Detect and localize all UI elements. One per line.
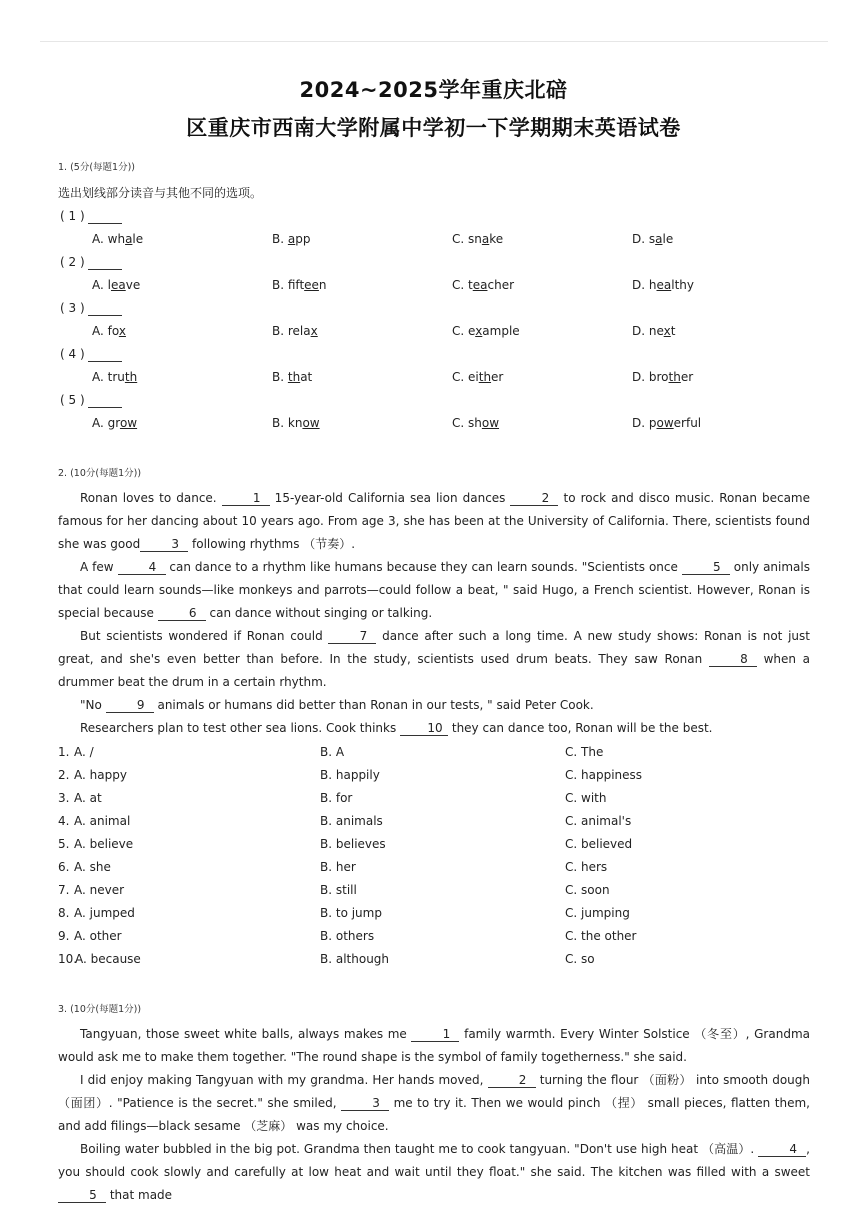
option-c[interactable]: C. jumping [565,906,630,920]
answer-blank[interactable]: 10 [400,722,448,736]
option-row-number: 9. [58,929,70,943]
option[interactable] [452,370,503,384]
option-text: sh [468,416,482,430]
option-text: ne [648,324,664,338]
option-b[interactable]: B. A [320,745,345,759]
option-a[interactable]: A. / [74,745,94,759]
answer-blank[interactable]: 1 [222,492,270,506]
option-c[interactable]: C. soon [565,883,610,897]
underlined-letters: ee [304,278,319,292]
answer-blank[interactable]: 7 [328,630,376,644]
option-text: gr [107,416,120,430]
option-text: t [670,324,676,338]
option-text: er [680,370,694,384]
answer-blank[interactable] [88,302,122,316]
passage-paragraph: A few 4 can dance to a rhythm like humans because they can learn sounds. "Scientists once 5 only animals that could learn sounds—like monkeys and parrots—could follow a beat, " said Hugo, a French scientist. However, Ronan is special because 6 can dance without singing or talking. [58,560,810,620]
question-number: ( 1 ) [60,209,122,224]
option-text: sn [468,232,482,246]
option-row-number: 1. [58,745,70,759]
option-b[interactable]: B. for [320,791,353,805]
option-letter: A. [92,278,108,292]
underlined-letters: a [481,232,490,246]
option-c[interactable]: C. the other [565,929,637,943]
option-a[interactable]: A. jumped [74,906,135,920]
option-a[interactable]: A. never [74,883,125,897]
option[interactable] [452,278,514,292]
underlined-letters: ow [656,416,674,430]
option-a[interactable]: A. at [74,791,102,805]
option[interactable] [272,232,310,246]
question-3-header: 3. (10分(每题1分)) [58,1004,142,1015]
option-row-number: 10. [58,952,78,966]
underlined-letters: th [124,370,138,384]
option-text: wh [107,232,126,246]
option-a[interactable]: A. believe [74,837,134,851]
option-b[interactable]: B. happily [320,768,380,782]
option-letter: D. [632,278,649,292]
passage-paragraph: Boiling water bubbled in the big pot. Grandma then taught me to cook tangyuan. "Don't use high heat （高温）. 4 , you should cook slowly and carefully at low heat and wait until they float." she said. The kitchen was filled with a sweet 5 that made [58,1142,810,1202]
option-text: bro [648,370,669,384]
option-b[interactable]: B. although [320,952,390,966]
answer-blank[interactable]: 4 [118,561,166,575]
passage-paragraph: But scientists wondered if Ronan could 7 dance after such a long time. A new study shows: Ronan is not just great, and she's even better than before. In the study, scientists used drum beats. They saw Ronan 8 when a drummer beat the drum in a certain rhythm. [58,629,811,689]
passage-paragraph: Ronan loves to dance. 1 15-year-old California sea lion dances 2 to rock and disco music. Ronan became famous for her dancing about 10 years ago. From age 3, she has been at the University of California. There, scientists found she was good 3 following rhythms （节奏）. [58,491,811,551]
option-text: ve [125,278,141,292]
option-letter: D. [632,370,649,384]
option-row-number: 4. [58,814,70,828]
option-row-number: 3. [58,791,70,805]
answer-blank[interactable] [88,394,122,408]
option[interactable] [632,278,694,292]
option-text: le [662,232,674,246]
option[interactable] [272,278,327,292]
answer-blank[interactable]: 8 [709,653,757,667]
option-c[interactable]: C. animal's [565,814,632,828]
option-c[interactable]: C. believed [565,837,633,851]
option-text: rela [287,324,311,338]
underlined-letters: a [125,232,133,246]
option-row-number: 5. [58,837,70,851]
option-letter: A. [92,324,108,338]
underlined-letters: x [118,324,126,338]
top-divider [40,41,828,42]
underlined-letters: ow [302,416,320,430]
question-3-passage [58,1023,810,1207]
option[interactable] [632,232,673,246]
option-c[interactable]: C. The [565,745,604,759]
option-b[interactable]: B. her [320,860,356,874]
underlined-letters: x [475,324,483,338]
answer-blank[interactable]: 4 [758,1143,806,1157]
option-letter: C. [452,232,469,246]
page-title-line-2: 区重庆市西南大学附属中学初一下学期期末英语试卷 [186,116,681,140]
option[interactable] [632,370,693,384]
option-text: p [648,416,657,430]
option-row-number: 7. [58,883,70,897]
option-letter: D. [632,416,649,430]
answer-blank[interactable]: 5 [58,1189,106,1203]
option-text: at [300,370,313,384]
underlined-letters: th [478,370,492,384]
option[interactable] [92,232,143,246]
underlined-letters: a [655,232,663,246]
option-letter: B. [272,416,288,430]
option-c[interactable]: C. so [565,952,595,966]
option-text: e [468,324,476,338]
option-b[interactable]: B. others [320,929,375,943]
option-row-number: 6. [58,860,70,874]
option-text: tru [107,370,125,384]
underlined-letters: a [287,232,296,246]
option-a[interactable]: A. she [74,860,111,874]
option-text: kn [287,416,303,430]
passage-paragraph: Tangyuan, those sweet white balls, always makes me 1 family warmth. Every Winter Solstice （冬至）, Grandma would ask me to make them together. "The round shape is the symbol of family togetherness." she said. [58,1027,810,1064]
option-text: cher [487,278,515,292]
option-text: erful [673,416,702,430]
option[interactable] [272,324,318,338]
option-letter: A. [92,232,108,246]
option-b[interactable]: B. still [320,883,357,897]
option[interactable] [92,416,137,430]
option-b[interactable]: B. believes [320,837,386,851]
option[interactable] [272,370,312,384]
page-title-line-1: 2024~2025学年重庆北碚 [299,78,568,102]
option[interactable] [452,416,499,430]
underlined-letters: ea [110,278,126,292]
option-letter: D. [632,232,649,246]
question-number: ( 4 ) [60,347,122,362]
option-c[interactable]: C. with [565,791,607,805]
answer-blank[interactable]: 3 [341,1097,389,1111]
underlined-letters: ow [481,416,500,430]
passage-paragraph: Researchers plan to test other sea lions. Cook thinks 10 they can dance too, Ronan will be the best. [80,721,713,735]
question-1-header: 1. (5分(每题1分)) [58,162,135,173]
answer-blank[interactable]: 3 [140,538,188,552]
option-text: t [468,278,473,292]
option-text: le [132,232,144,246]
answer-blank[interactable] [88,256,122,270]
underlined-letters: th [668,370,681,384]
question-number: ( 3 ) [60,301,122,316]
question-1-instruction: 选出划线部分读音与其他不同的选项。 [58,186,263,200]
underlined-letters: ea [656,278,672,292]
underlined-letters: ea [472,278,488,292]
answer-blank[interactable]: 9 [106,699,154,713]
option-a[interactable]: A. other [74,929,122,943]
option-text: h [648,278,657,292]
underlined-letters: ow [119,416,138,430]
option[interactable] [92,278,140,292]
option-b[interactable]: B. animals [320,814,383,828]
option-letter: B. [272,370,288,384]
passage-paragraph: I did enjoy making Tangyuan with my grandma. Her hands moved, 2 turning the flour （面粉） into smooth dough （面团）. "Patience is the secret." she smiled, 3 me to try it. Then we would pinch （捏） small pieces, flatten them, and add filings—black sesame （芝麻） was my choice. [58,1073,810,1133]
answer-blank[interactable] [88,210,122,224]
option[interactable] [452,324,520,338]
underlined-letters: x [310,324,318,338]
option-letter: A. [92,370,108,384]
option-text: lthy [671,278,694,292]
option-letter: B. [272,232,288,246]
answer-blank[interactable]: 6 [158,607,206,621]
option-c[interactable]: C. happiness [565,768,643,782]
option-letter: C. [452,370,469,384]
answer-blank[interactable]: 1 [411,1028,459,1042]
option[interactable] [272,416,320,430]
answer-blank[interactable]: 5 [682,561,730,575]
option-text: pp [295,232,311,246]
option[interactable] [92,324,126,338]
option-a[interactable]: A. happy [74,768,127,782]
option-a[interactable]: A. animal [74,814,131,828]
option-letter: C. [452,278,469,292]
option-letter: B. [272,324,288,338]
option-letter: C. [452,416,469,430]
question-number: ( 5 ) [60,393,122,408]
option-c[interactable]: C. hers [565,860,608,874]
answer-blank[interactable] [88,348,122,362]
underlined-letters: x [663,324,671,338]
option-b[interactable]: B. to jump [320,906,382,920]
option-text: er [491,370,504,384]
option-text: ei [468,370,479,384]
option[interactable] [92,370,137,384]
option-a[interactable]: A. because [75,952,141,966]
option-letter: B. [272,278,288,292]
option-text: s [648,232,656,246]
option[interactable] [452,232,503,246]
question-2-header: 2. (10分(每题1分)) [58,468,142,479]
underlined-letters: th [287,370,301,384]
option-letter: A. [92,416,108,430]
question-2-passage [58,487,810,740]
option-text: l [107,278,111,292]
option-text: ample [482,324,520,338]
answer-blank[interactable]: 2 [488,1074,536,1088]
option-text: n [318,278,327,292]
option-letter: D. [632,324,649,338]
option-row-number: 2. [58,768,70,782]
option[interactable] [632,324,675,338]
option-row-number: 8. [58,906,70,920]
option-text: fift [287,278,305,292]
option-text: ke [489,232,504,246]
answer-blank[interactable]: 2 [510,492,558,506]
option-letter: C. [452,324,469,338]
option[interactable] [632,416,701,430]
question-number: ( 2 ) [60,255,122,270]
option-text: fo [107,324,119,338]
passage-paragraph: "No 9 animals or humans did better than Ronan in our tests, " said Peter Cook. [80,698,594,712]
